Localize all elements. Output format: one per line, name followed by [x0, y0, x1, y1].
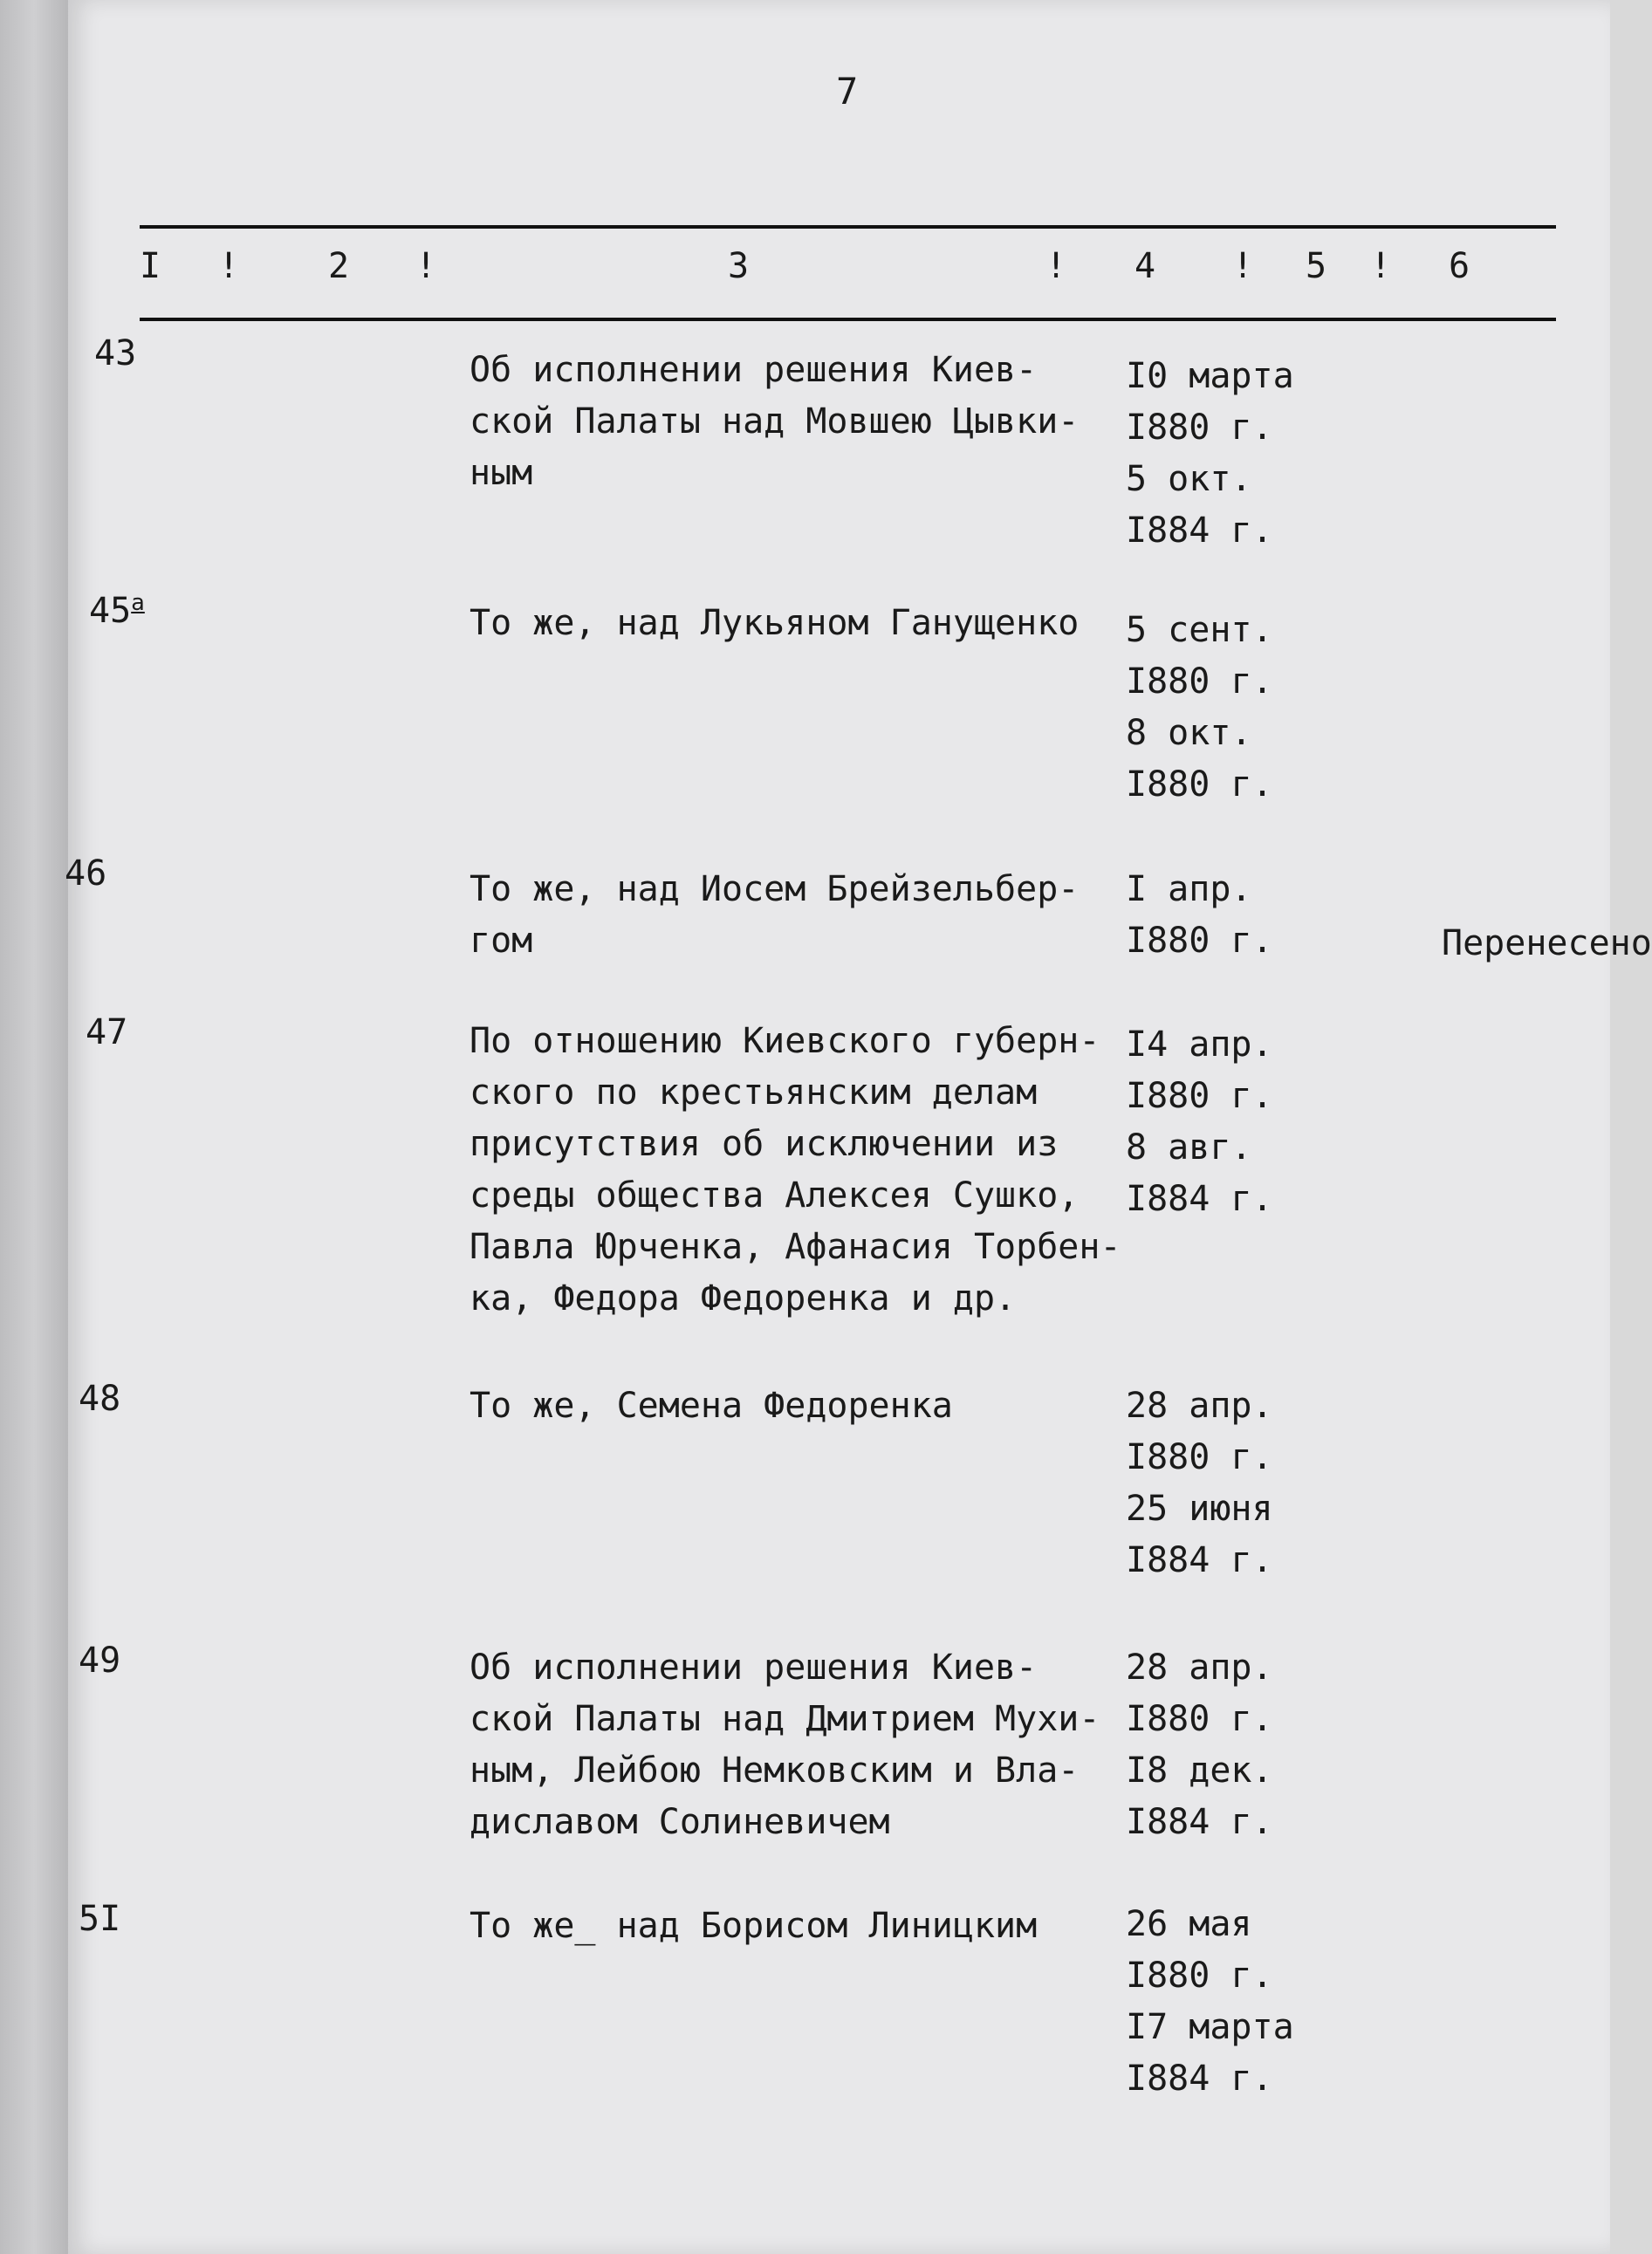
- description-line: гом: [470, 921, 533, 961]
- entry-description: [470, 598, 1115, 649]
- date-line: 28 апр.: [1126, 1386, 1273, 1426]
- entry-description: [470, 864, 1115, 967]
- date-line: I0 марта: [1126, 356, 1294, 396]
- date-line: 28 апр.: [1126, 1648, 1273, 1688]
- date-line: I4 апр.: [1126, 1024, 1273, 1065]
- date-line: I884 г.: [1126, 1540, 1273, 1580]
- description-line: То же, Семена Федоренка: [470, 1386, 953, 1426]
- header-col-6: 6: [1449, 246, 1470, 286]
- header-separator: !: [1370, 246, 1392, 286]
- header-separator: !: [218, 246, 240, 286]
- entry-description: [470, 1016, 1121, 1325]
- entry-dates: [1126, 1899, 1294, 2105]
- entry-number: 47: [86, 1012, 128, 1052]
- description-line: ка, Федора Федоренка и др.: [470, 1278, 1017, 1319]
- description-line: ным, Лейбою Немковским и Вла-: [470, 1750, 1080, 1791]
- date-line: I880 г.: [1126, 1956, 1273, 1996]
- description-line: Об исполнении решения Киев-: [470, 350, 1038, 390]
- entry-number: 46: [65, 853, 107, 894]
- entry-note: Перенесено: [1442, 923, 1652, 963]
- date-line: I884 г.: [1126, 510, 1273, 551]
- date-line: I884 г.: [1126, 2059, 1273, 2099]
- date-line: I880 г.: [1126, 661, 1273, 702]
- book-binding: [0, 0, 68, 2254]
- date-line: I880 г.: [1126, 921, 1273, 961]
- header-separator: !: [1232, 246, 1254, 286]
- entry-dates: [1126, 1380, 1273, 1586]
- date-line: I апр.: [1126, 869, 1252, 909]
- description-line: То же, над Лукьяном Ганущенко: [470, 603, 1080, 643]
- page-number: 7: [836, 70, 859, 113]
- header-col-3: 3: [728, 246, 750, 286]
- entry-number: 43: [94, 333, 137, 373]
- header-separator: !: [1045, 246, 1067, 286]
- description-line: среды общества Алексея Сушко,: [470, 1175, 1080, 1216]
- date-line: 5 окт.: [1126, 459, 1252, 499]
- entry-description: [470, 345, 1115, 499]
- entry-dates: [1126, 864, 1273, 967]
- table-top-rule: [140, 225, 1556, 229]
- date-line: I880 г.: [1126, 408, 1273, 448]
- document-page: [65, 0, 1652, 2254]
- header-separator: !: [415, 246, 437, 286]
- header-col-1: I: [140, 246, 161, 286]
- entry-number: 5I: [79, 1899, 121, 1939]
- date-line: 5 сент.: [1126, 610, 1273, 650]
- date-line: I7 марта: [1126, 2007, 1294, 2047]
- table-header-rule: [140, 318, 1556, 321]
- entry-number: 48: [79, 1379, 121, 1419]
- date-line: 8 авг.: [1126, 1127, 1252, 1168]
- description-line: По отношению Киевского губерн-: [470, 1021, 1100, 1061]
- description-line: присутствия об исключении из: [470, 1124, 1059, 1164]
- date-line: 8 окт.: [1126, 713, 1252, 753]
- description-line: То же_ над Борисом Линицким: [470, 1906, 1038, 1946]
- date-line: I8 дек.: [1126, 1750, 1273, 1791]
- date-line: I880 г.: [1126, 1699, 1273, 1739]
- date-line: 26 мая: [1126, 1904, 1252, 1944]
- entry-number: [89, 590, 145, 631]
- entry-number-main: 45: [89, 591, 132, 631]
- entry-dates: [1126, 351, 1294, 557]
- header-col-2: 2: [328, 246, 350, 286]
- header-col-5: 5: [1306, 246, 1327, 286]
- entry-number-suffix: а: [131, 590, 145, 616]
- description-line: То же, над Иосем Брейзельбер-: [470, 869, 1080, 909]
- date-line: I884 г.: [1126, 1179, 1273, 1219]
- entry-dates: [1126, 605, 1273, 811]
- entry-description: [470, 1380, 1115, 1432]
- date-line: I880 г.: [1126, 764, 1273, 805]
- entry-description: [470, 1901, 1115, 1952]
- entry-dates: [1126, 1019, 1273, 1225]
- date-line: I884 г.: [1126, 1802, 1273, 1842]
- entry-description: [470, 1642, 1115, 1848]
- entry-number: 49: [79, 1641, 121, 1681]
- description-line: диславом Солиневичем: [470, 1802, 890, 1842]
- description-line: ным: [470, 453, 533, 493]
- description-line: Павла Юрченка, Афанасия Торбен-: [470, 1227, 1121, 1267]
- description-line: ского по крестьянским делам: [470, 1072, 1038, 1113]
- date-line: 25 июня: [1126, 1489, 1273, 1529]
- description-line: ской Палаты над Дмитрием Мухи-: [470, 1699, 1100, 1739]
- header-col-4: 4: [1134, 246, 1156, 286]
- date-line: I880 г.: [1126, 1437, 1273, 1477]
- description-line: ской Палаты над Мовшею Цывки-: [470, 401, 1080, 442]
- entry-dates: [1126, 1642, 1273, 1848]
- description-line: Об исполнении решения Киев-: [470, 1648, 1038, 1688]
- date-line: I880 г.: [1126, 1076, 1273, 1116]
